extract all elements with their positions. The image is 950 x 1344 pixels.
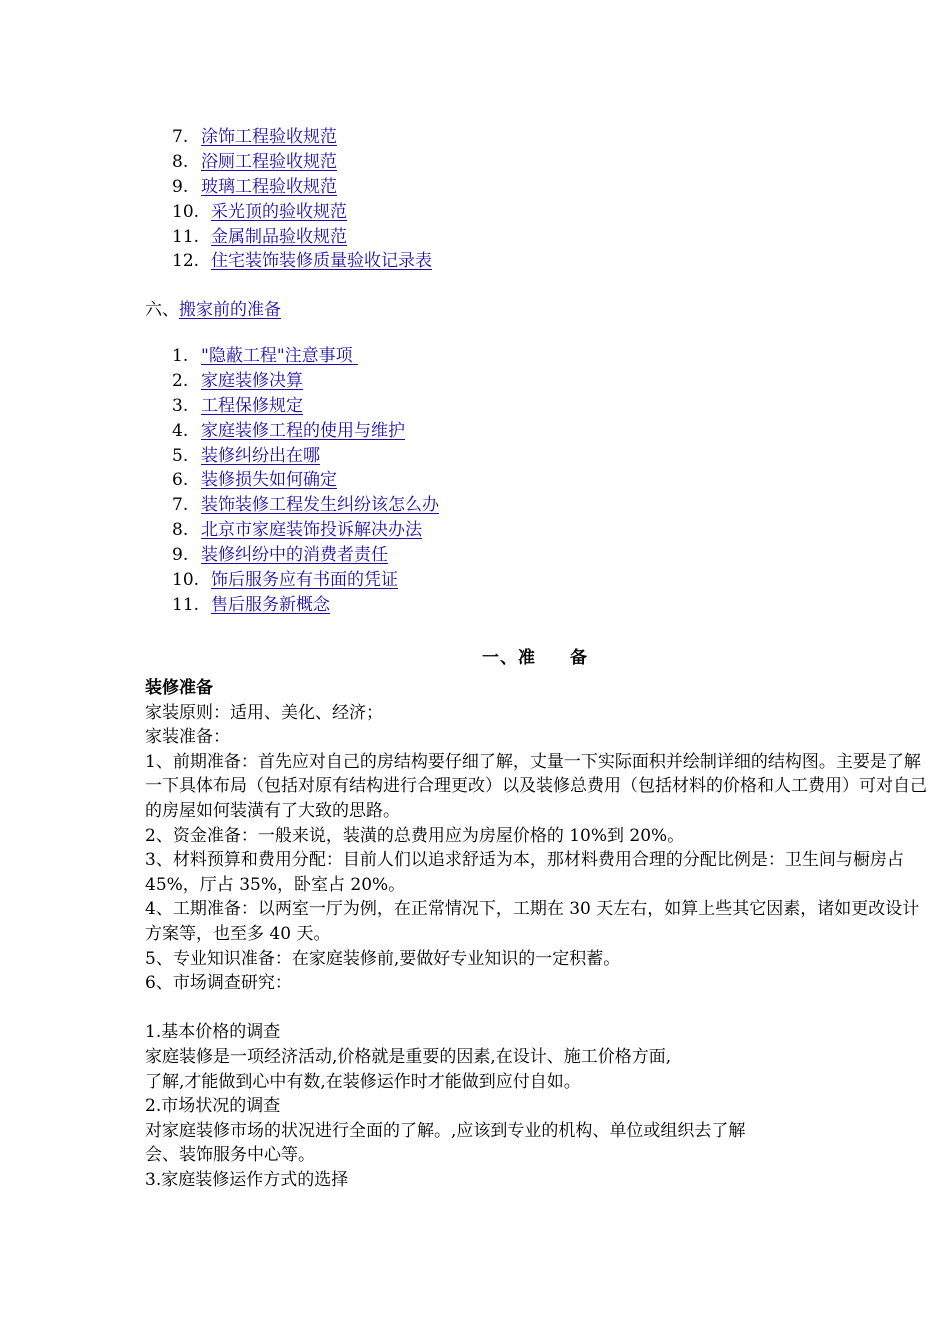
paragraph-schedule: 4、工期准备：以两室一厅为例，在正常情况下，工期在 30 天左右，如算上些其它因素，诸如更改设计方案等，也至多 40 天。 xyxy=(145,899,920,944)
item-number: 10. xyxy=(172,570,200,591)
principle-line: 家装原则：适用、美化、经济； xyxy=(145,702,383,723)
list-item xyxy=(172,593,439,618)
item-number: 10. xyxy=(172,201,200,222)
item-number: 11. xyxy=(172,594,200,615)
link-quality-record[interactable]: 住宅装饰装修质量验收记录表 xyxy=(211,251,432,272)
list-item xyxy=(172,394,439,419)
chapter-title-part2: 备 xyxy=(570,648,588,668)
item-number: 8. xyxy=(172,151,189,172)
paragraph-knowledge: 5、专业知识准备：在家庭装修前,要做好专业知识的一定积蓄。 xyxy=(145,948,621,969)
link-beijing-complaints[interactable]: 北京市家庭装饰投诉解决办法 xyxy=(201,520,422,541)
paragraph-early-prep: 1、前期准备：首先应对自己的房结构要仔细了解，丈量一下实际面积并绘制详细的结构图。主要是了解一下具体布局（包括对原有结构进行合理更改）以及装修总费用（包括材料的价格和人工费用）可对自己的房屋如何装潢有了大致的思路。 xyxy=(145,751,927,821)
link-skylight-spec[interactable]: 采光顶的验收规范 xyxy=(211,201,347,222)
list-item xyxy=(172,175,432,200)
item-number: 9. xyxy=(172,176,189,197)
item-number: 5. xyxy=(172,445,189,466)
list-item xyxy=(172,493,439,518)
chapter-title xyxy=(0,646,950,671)
moving-prep-list xyxy=(172,344,439,618)
list-item xyxy=(172,249,432,274)
list-item xyxy=(172,344,439,369)
link-dispute-handling[interactable]: 装饰装修工程发生纠纷该怎么办 xyxy=(201,495,439,516)
text-line: 家庭装修是一项经济活动,价格就是重要的因素,在设计、施工价格方面, xyxy=(145,1046,672,1067)
subheading: 装修准备 xyxy=(145,678,213,698)
link-metal-spec[interactable]: 金属制品验收规范 xyxy=(211,226,347,247)
link-coating-spec[interactable]: 涂饰工程验收规范 xyxy=(201,127,337,147)
item-number: 11. xyxy=(172,226,200,247)
item-number: 9. xyxy=(172,545,189,566)
acceptance-spec-list xyxy=(172,125,432,274)
text-line: 了解,才能做到心中有数,在装修运作时才能做到应付自如。 xyxy=(145,1071,581,1092)
item-number: 3. xyxy=(172,395,189,416)
prep-label: 家装准备： xyxy=(145,727,230,748)
link-after-sales[interactable]: 售后服务新概念 xyxy=(211,594,330,615)
link-written-proof[interactable]: 饰后服务应有书面的凭证 xyxy=(211,570,398,591)
link-use-maintenance[interactable]: 家庭装修工程的使用与维护 xyxy=(201,420,405,441)
body-text xyxy=(145,676,935,1192)
link-moving-prep[interactable]: 搬家前的准备 xyxy=(179,300,281,320)
item-number: 12. xyxy=(172,251,200,272)
paragraph-materials-budget: 3、材料预算和费用分配：目前人们以追求舒适为本，那材料费用合理的分配比例是：卫生间与橱房占 45%，厅占 35%，卧室占 20%。 xyxy=(145,850,904,895)
item-number: 4. xyxy=(172,420,189,441)
subsection-title: 1.基本价格的调查 xyxy=(145,1022,281,1043)
paragraph-market-research: 6、市场调查研究： xyxy=(145,973,292,994)
item-number: 1. xyxy=(172,346,189,366)
item-number: 7. xyxy=(172,127,189,147)
link-warranty-rules[interactable]: 工程保修规定 xyxy=(201,395,303,416)
item-number: 2. xyxy=(172,370,189,391)
section-prefix: 六、 xyxy=(145,300,179,320)
list-item xyxy=(172,518,439,543)
list-item xyxy=(172,468,439,493)
item-number: 6. xyxy=(172,470,189,491)
text-line: 对家庭装修市场的状况进行全面的了解。,应该到专业的机构、单位或组织去了解 xyxy=(145,1120,746,1141)
text-line: 会、装饰服务中心等。 xyxy=(145,1145,315,1166)
link-consumer-duty[interactable]: 装修纠纷中的消费者责任 xyxy=(201,545,388,566)
list-item xyxy=(172,150,432,175)
link-final-accounts[interactable]: 家庭装修决算 xyxy=(201,370,303,391)
link-hidden-works[interactable]: "隐蔽工程"注意事项 xyxy=(201,346,359,366)
list-item xyxy=(172,568,439,593)
item-number: 7. xyxy=(172,495,189,516)
list-item xyxy=(172,225,432,250)
list-item xyxy=(172,543,439,568)
list-item xyxy=(172,444,439,469)
list-item xyxy=(172,419,439,444)
link-glass-spec[interactable]: 玻璃工程验收规范 xyxy=(201,176,337,197)
link-loss-assessment[interactable]: 装修损失如何确定 xyxy=(201,470,337,491)
paragraph-funds: 2、资金准备：一般来说，装潢的总费用应为房屋价格的 10%到 20%。 xyxy=(145,825,685,846)
subsection-title: 2.市场状况的调查 xyxy=(145,1096,281,1117)
section-six-heading xyxy=(145,298,281,323)
list-item xyxy=(172,200,432,225)
list-item xyxy=(172,369,439,394)
subsection-title: 3.家庭装修运作方式的选择 xyxy=(145,1169,349,1190)
chapter-title-part1: 一、准 xyxy=(482,648,536,668)
item-number: 8. xyxy=(172,520,189,541)
link-bathroom-spec[interactable]: 浴厕工程验收规范 xyxy=(201,151,337,172)
link-dispute-source[interactable]: 装修纠纷出在哪 xyxy=(201,445,320,466)
list-item xyxy=(172,125,432,150)
